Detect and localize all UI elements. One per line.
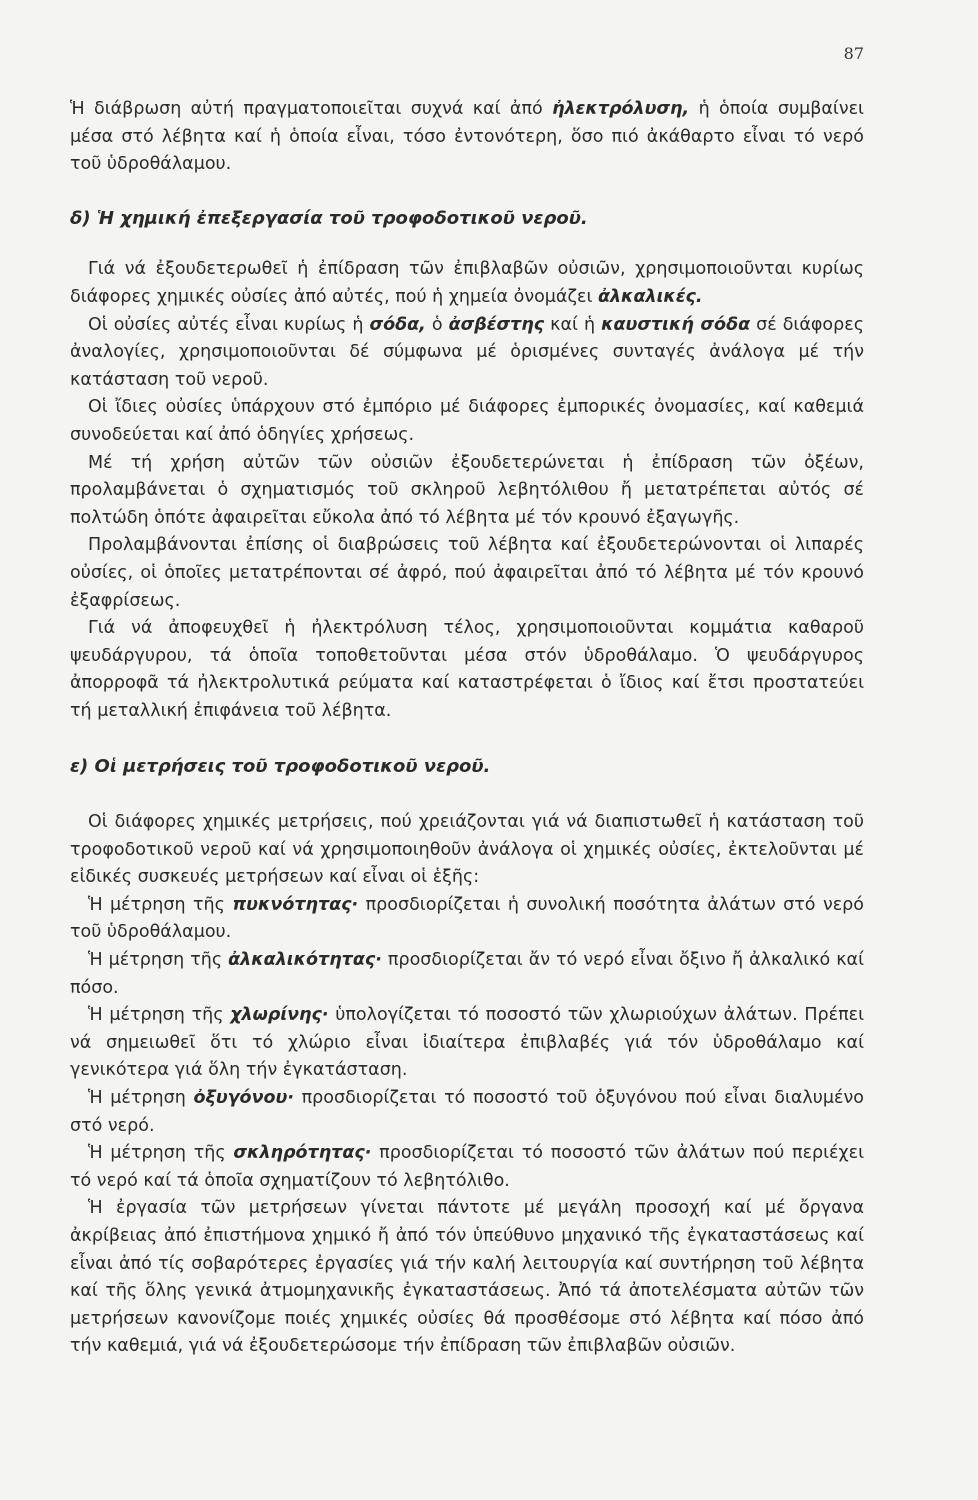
- paragraph: Μέ τή χρήση αὐτῶν τῶν οὐσιῶν ἐξουδετερώνεται ἡ ἐπίδραση τῶν ὀξέων, προλαμβάνεται ὁ σχηματισμός τοῦ σκληροῦ λεβητόλιθου ἤ μετατρέπεται αὐτός σέ πολτώδη ὁπότε ἀφαιρεῖται εὔκολα ἀπό τό λέβητα μέ τόν κρουνό ἐξαγωγῆς.: [70, 452, 864, 528]
- page-body: [70, 96, 864, 1361]
- paragraph: Ἡ μέτρηση τῆς πυκνότητας· προσδιορίζεται ἡ συνολική ποσότητα ἀλάτων στό νερό τοῦ ὑδροθάλαμου.: [70, 894, 864, 943]
- paragraph: Ἡ μέτρηση τῆς ἀλκαλικότητας· προσδιορίζεται ἄν τό νερό εἶναι ὄξινο ἤ ἀλκαλικό καί πόσο.: [70, 950, 864, 998]
- paragraph: Ἡ μέτρηση τῆς χλωρίνης· ὑπολογίζεται τό ποσοστό τῶν χλωριούχων ἀλάτων. Πρέπει νά σημειωθεῖ ὅτι τό χλώριο εἶναι ἰδιαίτερα ἐπιβλαβές γιά τόν ὑδροθάλαμο καί γενικότερα γιά ὅλη τήν ἐγκατάσταση.: [70, 1005, 865, 1081]
- paragraph: Οἱ ἴδιες οὐσίες ὑπάρχουν στό ἐμπόριο μέ διάφορες ἐμπορικές ὀνομασίες, καί καθεμιά συνοδεύεται καί ἀπό ὁδηγίες χρήσεως.: [70, 397, 864, 445]
- section-heading-d: δ) Ἡ χημική ἐπεξεργασία τοῦ τροφοδοτικοῦ νεροῦ.: [70, 207, 588, 229]
- paragraph: Προλαμβάνονται ἐπίσης οἱ διαβρώσεις τοῦ λέβητα καί ἐξουδετερώνονται οἱ λιπαρές οὐσίες, οἱ ὁποῖες μετατρέπονται σέ ἀφρό, πού ἀφαιρεῖται ἀπό τό λέβητα μέ τόν κρουνό ἐξαφρίσεως.: [70, 535, 864, 611]
- section-heading-e: ε) Οἱ μετρήσεις τοῦ τροφοδοτικοῦ νεροῦ.: [70, 756, 491, 778]
- paragraph: Ἡ μέτρηση τῆς σκληρότητας· προσδιορίζεται τό ποσοστό τῶν ἀλάτων πού περιέχει τό νερό καί τά ὁποῖα σχηματίζουν τό λεβητόλιθο.: [70, 1143, 865, 1191]
- page-number: 87: [843, 44, 864, 63]
- paragraph: Γιά νά ἐξουδετερωθεῖ ἡ ἐπίδραση τῶν ἐπιβλαβῶν οὐσιῶν, χρησιμοποιοῦνται κυρίως διάφορες χημικές οὐσίες ἀπό αὐτές, πού ἡ χημεία ὀνομάζει ἀλκαλικές.: [70, 259, 864, 307]
- paragraph: Ἡ μέτρηση ὀξυγόνου· προσδιορίζεται τό ποσοστό τοῦ ὀξυγόνου πού εἶναι διαλυμένο στό νερό.: [70, 1088, 864, 1136]
- paragraph: Οἱ οὐσίες αὐτές εἶναι κυρίως ἡ σόδα, ὁ ἀσβέστης καί ἡ καυστική σόδα σέ διάφορες ἀναλογίες, χρησιμοποιοῦνται δέ σύμφωνα μέ ὁρισμένες συνταγές ἀνάλογα μέ τήν κατάσταση τοῦ νεροῦ.: [70, 314, 864, 390]
- paragraph: Οἱ διάφορες χημικές μετρήσεις, πού χρειάζονται γιά νά διαπιστωθεῖ ἡ κατάσταση τοῦ τροφοδοτικοῦ νεροῦ καί νά χρησιμοποιηθοῦν ἀνάλογα οἱ χημικές οὐσίες, ἐκτελοῦνται μέ εἰδικές συσκευές μετρήσεων καί εἶναι οἱ ἑξῆς:: [70, 812, 864, 888]
- paragraph: Γιά νά ἀποφευχθεῖ ἡ ἠλεκτρόλυση τέλος, χρησιμοποιοῦνται κομμάτια καθαροῦ ψευδάργυρου, τά ὁποῖα τοποθετοῦνται μέσα στόν ὑδροθάλαμο. Ὁ ψευδάργυρος ἀπορροφᾶ τά ἠλεκτρολυτικά ρεύματα καί καταστρέφεται ὁ ἴδιος καί ἔτσι προστατεύει τή μεταλλική ἐπιφάνεια τοῦ λέβητα.: [70, 618, 864, 721]
- paragraph: Ἡ ἐργασία τῶν μετρήσεων γίνεται πάντοτε μέ μεγάλη προσοχή καί μέ ὄργανα ἀκρίβειας ἀπό ἐπιστήμονα χημικό ἤ ἀπό τόν ὑπεύθυνο μηχανικό τῆς ἐγκαταστάσεως καί εἶναι ἀπό τίς σοβαρότερες ἐργασίες γιά τήν καλή λειτουργία καί συντήρηση τοῦ λέβητα καί τῆς ὅλης γενικά ἀτμομηχανικῆς ἐγκαταστάσεως. Ἀπό τά ἀποτελέσματα αὐτῶν τῶν μετρήσεων κανονίζομε ποιές χημικές οὐσίες θά προσθέσομε στό λέβητα καί πόσο ἀπό τήν καθεμιά, γιά νά ἐξουδετερώσομε τήν ἐπίδραση τῶν ἐπιβλαβῶν οὐσιῶν.: [70, 1198, 864, 1357]
- paragraph: Ἡ διάβρωση αὐτή πραγματοποιεῖται συχνά καί ἀπό ἠλεκτρόλυση, ἡ ὁποία συμβαίνει μέσα στό λέβητα καί ἡ ὁποία εἶναι, τόσο ἐντονότερη, ὅσο πιό ἀκάθαρτο εἶναι τό νερό τοῦ ὑδροθάλαμου.: [70, 99, 864, 175]
